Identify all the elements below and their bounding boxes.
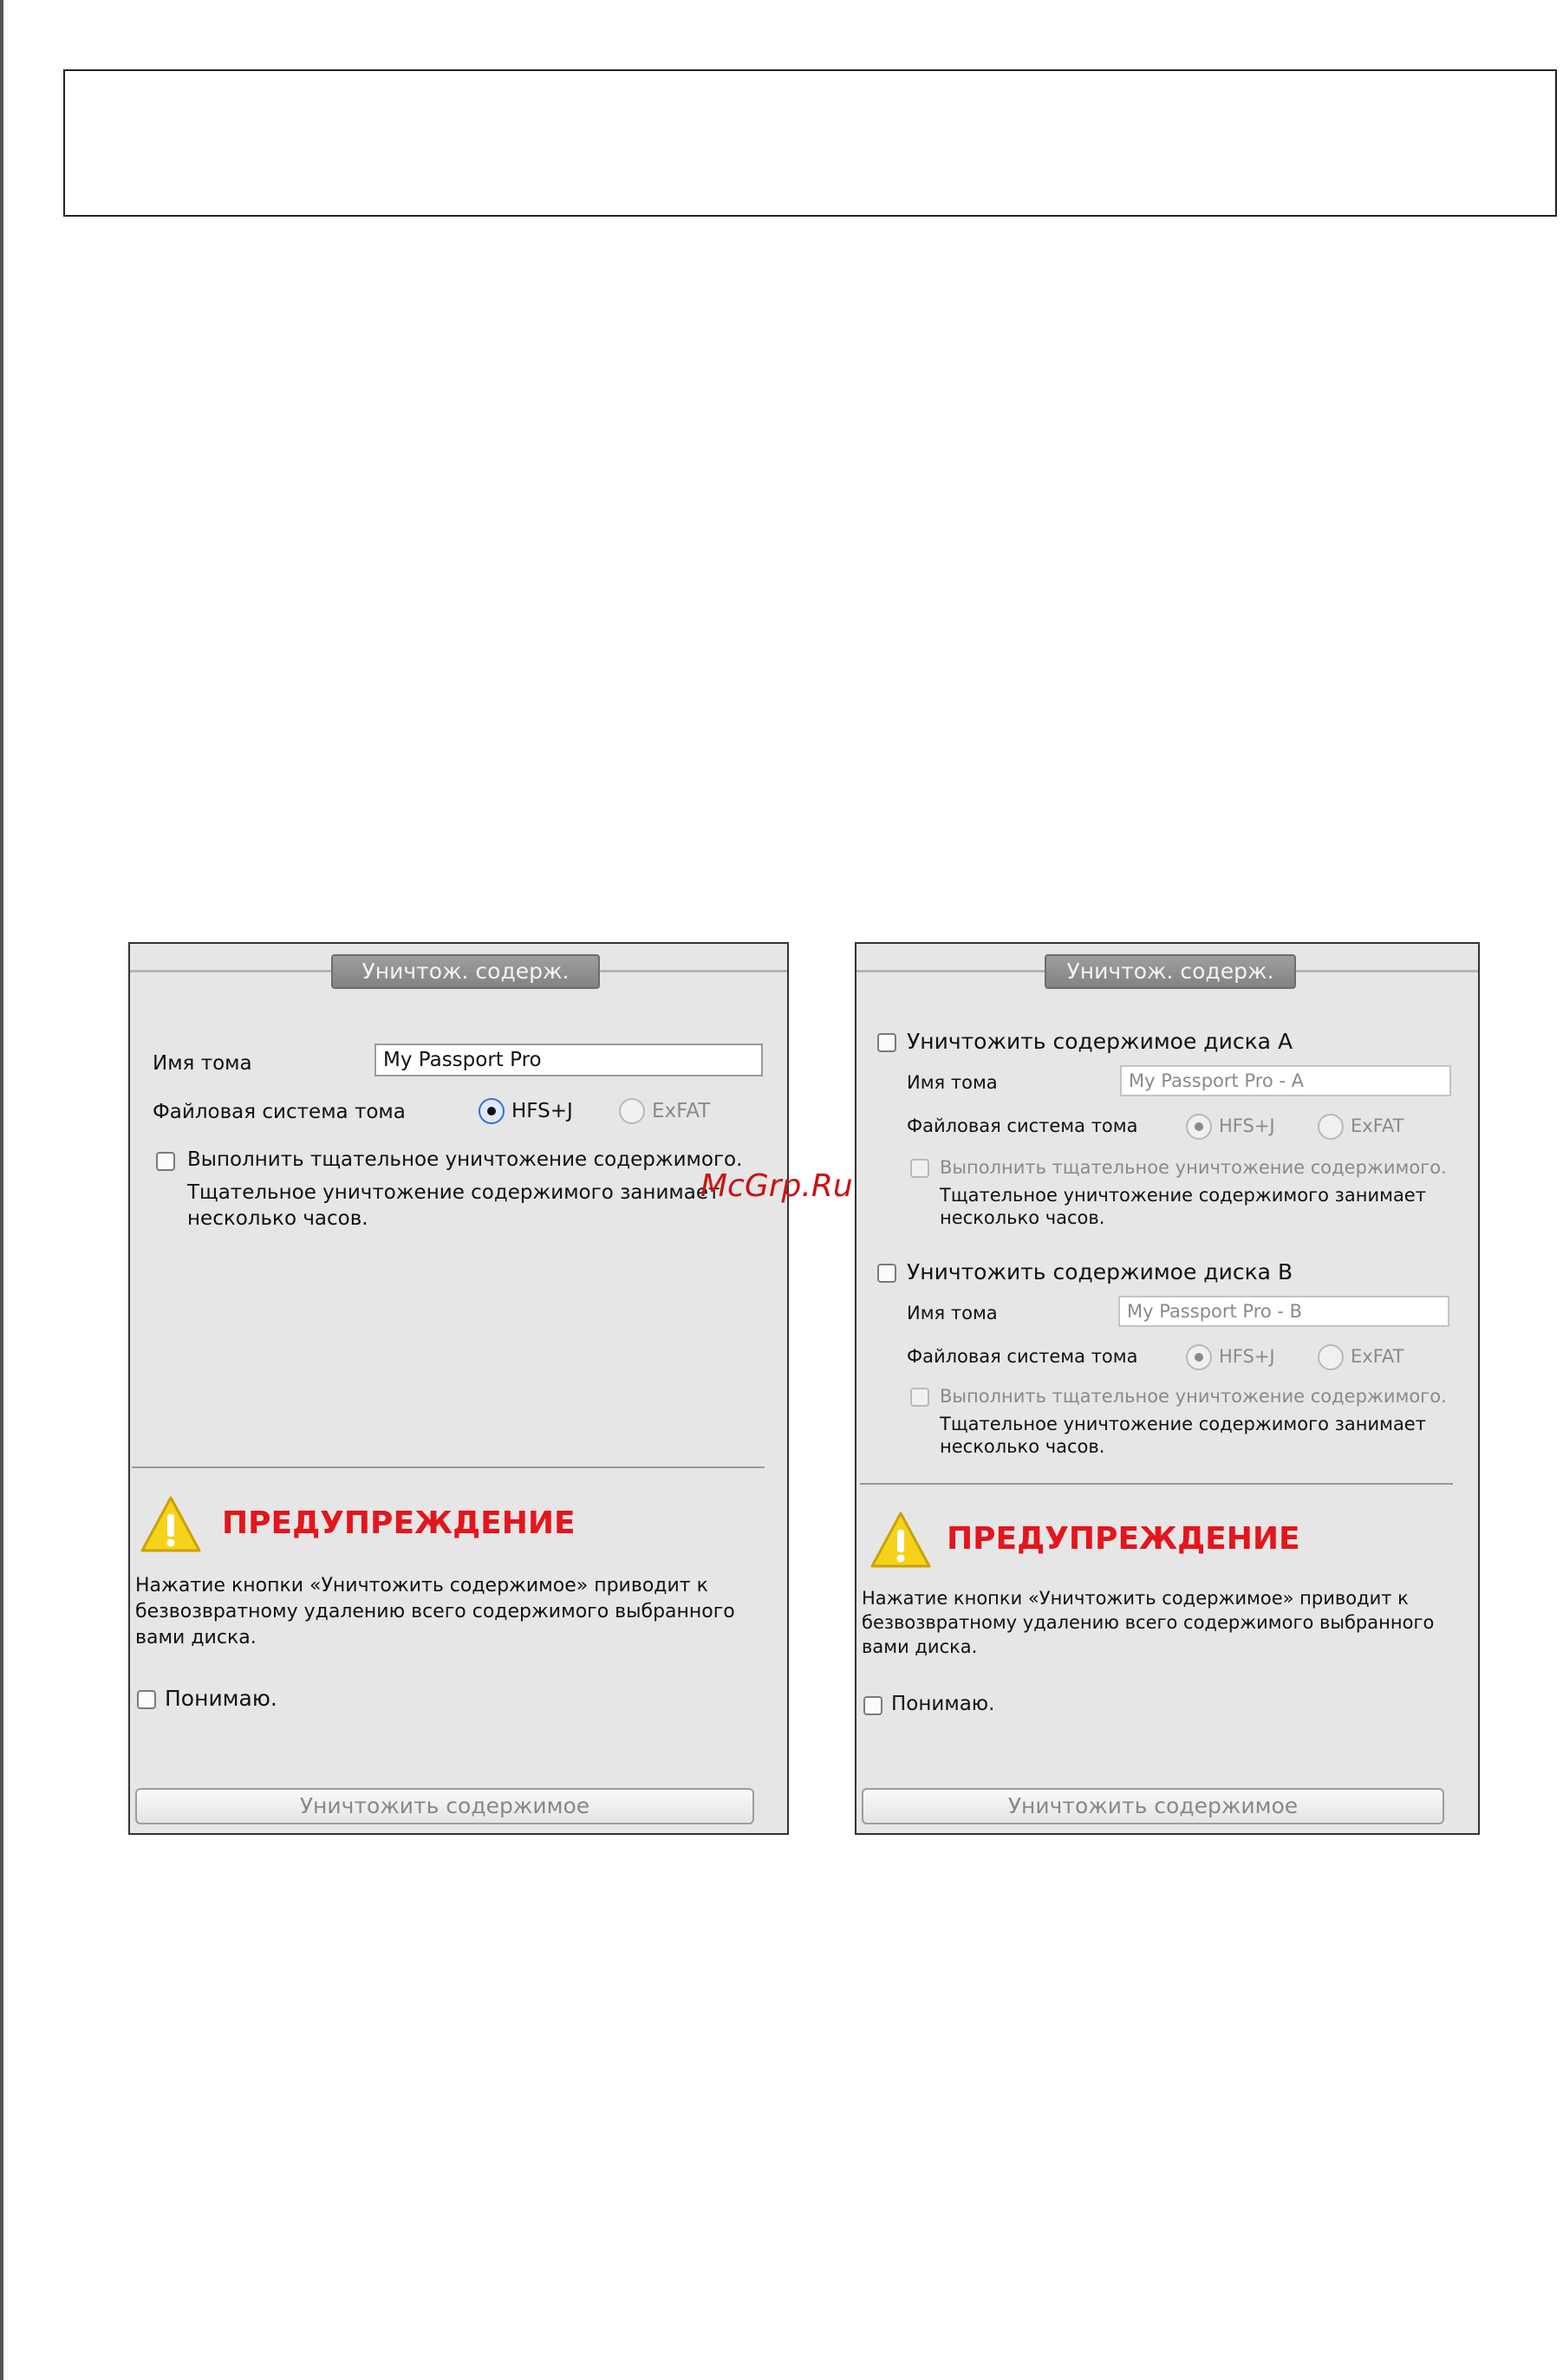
disk-b-secure-erase-note-line2: несколько часов. [940, 1436, 1105, 1457]
disk-a-volume-name-label: Имя тома [907, 1072, 998, 1093]
erase-button[interactable]: Уничтожить содержимое [862, 1788, 1444, 1824]
erase-disk-b-checkbox[interactable] [877, 1264, 896, 1283]
fs-option-hfsj-label: HFS+J [511, 1100, 573, 1122]
warning-icon [140, 1495, 201, 1554]
disk-a-secure-erase-note-line2: несколько часов. [940, 1207, 1105, 1228]
warning-text-line3: вами диска. [862, 1636, 978, 1657]
fs-radio-hfsj[interactable] [479, 1098, 505, 1124]
understand-checkbox[interactable] [863, 1696, 882, 1715]
erase-button[interactable]: Уничтожить содержимое [135, 1788, 754, 1824]
disk-b-volume-name-input[interactable]: My Passport Pro - B [1118, 1296, 1449, 1327]
understand-label: Понимаю. [891, 1693, 995, 1715]
understand-checkbox[interactable] [137, 1690, 156, 1709]
erase-disk-a-checkbox[interactable] [877, 1033, 896, 1052]
disk-a-fs-option-exfat-label: ExFAT [1351, 1115, 1404, 1136]
warning-text-line1: Нажатие кнопки «Уничтожить содержимое» приводит к [862, 1588, 1409, 1609]
disk-a-volume-name-input[interactable]: My Passport Pro - A [1120, 1065, 1451, 1096]
disk-b-fs-option-hfsj-label: HFS+J [1219, 1346, 1275, 1367]
tab-erase[interactable]: Уничтож. содерж. [331, 954, 600, 989]
disk-b-fs-label: Файловая система тома [907, 1346, 1138, 1367]
secure-erase-checkbox[interactable] [156, 1152, 175, 1171]
disk-b-secure-erase-checkbox[interactable] [910, 1388, 929, 1407]
warning-text-line2: безвозвратному удалению всего содержимого выбранного [862, 1612, 1435, 1633]
volume-name-label: Имя тома [153, 1052, 252, 1075]
secure-erase-label: Выполнить тщательное уничтожение содержимого. [187, 1148, 743, 1171]
erase-panel-single [128, 942, 789, 1835]
warning-icon [870, 1511, 931, 1570]
disk-a-secure-erase-note: Тщательное уничтожение содержимого занимает [940, 1185, 1426, 1206]
secure-erase-note: Тщательное уничтожение содержимого занимает [187, 1181, 720, 1204]
secure-erase-note-line2: несколько часов. [187, 1207, 368, 1230]
warning-title: ПРЕДУПРЕЖДЕНИЕ [222, 1505, 576, 1541]
volume-name-input[interactable]: My Passport Pro [374, 1044, 763, 1076]
understand-label: Понимаю. [165, 1686, 277, 1711]
fs-radio-exfat[interactable] [619, 1098, 645, 1124]
disk-b-fs-radio-hfsj[interactable] [1186, 1344, 1212, 1370]
section-divider [132, 1466, 765, 1468]
disk-b-fs-option-exfat-label: ExFAT [1351, 1346, 1404, 1367]
tab-erase[interactable]: Уничтож. содерж. [1045, 954, 1296, 989]
section-divider [860, 1483, 1453, 1485]
erase-disk-b-label: Уничтожить содержимое диска B [907, 1259, 1293, 1284]
warning-text-line1: Нажатие кнопки «Уничтожить содержимое» приводит к [135, 1575, 708, 1596]
erase-panel-dual [855, 942, 1480, 1835]
erase-disk-a-label: Уничтожить содержимое диска A [907, 1029, 1293, 1054]
warning-text-line2: безвозвратному удалению всего содержимого выбранного [135, 1601, 735, 1622]
warning-title: ПРЕДУПРЕЖДЕНИЕ [947, 1521, 1300, 1557]
disk-b-secure-erase-note: Тщательное уничтожение содержимого занимает [940, 1414, 1426, 1434]
disk-a-fs-radio-exfat[interactable] [1318, 1114, 1344, 1140]
disk-b-volume-name-label: Имя тома [907, 1303, 998, 1323]
watermark-text: McGrp.Ru [700, 1168, 853, 1204]
header-box [63, 69, 1557, 217]
warning-text-line3: вами диска. [135, 1627, 257, 1648]
disk-b-fs-radio-exfat[interactable] [1318, 1344, 1344, 1370]
disk-a-secure-erase-checkbox[interactable] [910, 1159, 929, 1178]
fs-label: Файловая система тома [153, 1101, 406, 1123]
disk-a-fs-option-hfsj-label: HFS+J [1219, 1115, 1275, 1136]
disk-b-secure-erase-label: Выполнить тщательное уничтожение содержимого. [940, 1386, 1447, 1407]
disk-a-fs-radio-hfsj[interactable] [1186, 1114, 1212, 1140]
disk-a-fs-label: Файловая система тома [907, 1115, 1138, 1136]
fs-option-exfat-label: ExFAT [652, 1100, 711, 1122]
page-left-rule [0, 0, 3, 2380]
disk-a-secure-erase-label: Выполнить тщательное уничтожение содержимого. [940, 1157, 1447, 1178]
